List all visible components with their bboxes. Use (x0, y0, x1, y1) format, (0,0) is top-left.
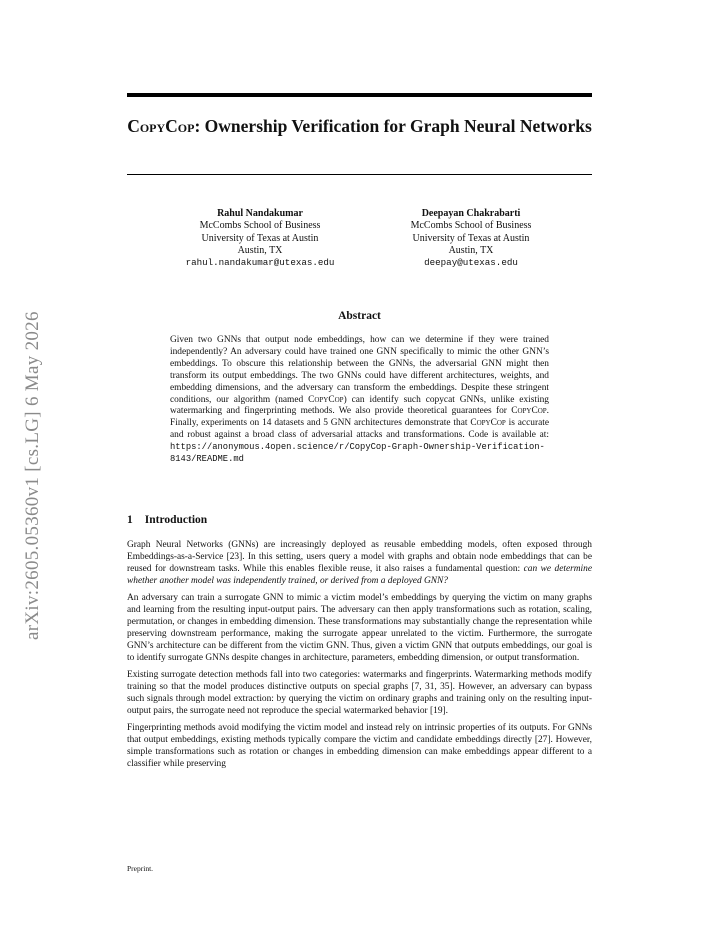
paragraph-2: An adversary can train a surrogate GNN to mimic a victim model’s embeddings by querying the victim on many graphs and learning from the resulting input-output pairs. The adversary can then apply transformations such as rotation, scaling, permutation, or changes in embedding dimension. These transformations may substantially change the representation while preserving downstream performance, making the surrogate appear unrelated to the victim. Furthermore, the surrogate GNN’s architecture can be different from the victim GNN. Thus, given a victim GNN that outputs embeddings, our goal is to identify surrogate GNNs despite changes in architecture, parameters, embedding dimension, or output transformation. (127, 593, 592, 663)
author-affiliation: McCombs School of Business (199, 220, 321, 232)
method-name: CopyCop (308, 394, 344, 405)
paragraph-text: Graph Neural Networks (GNNs) are increasingly deployed as reusable embedding models, often exposed through Embeddings-as-a-Service [23]. In this setting, users query a model with graphs and obtain node embeddings that can be reused for downstream tasks. While this enables flexible reuse, it also raises a fundamental question: (127, 540, 592, 574)
author-email[interactable]: deepay@utexas.edu (424, 257, 518, 269)
method-name: CopyCop (511, 406, 547, 417)
preprint-footer: Preprint. (127, 864, 154, 873)
author-university: University of Texas at Austin (412, 232, 530, 244)
abstract-segment: is accurate and robust against a broad class of adversarial attacks and transformations. Code is available at: (170, 418, 549, 441)
author-2 (378, 208, 564, 269)
author-name: Deepayan Chakrabarti (421, 208, 521, 219)
title-bottom-rule (127, 174, 592, 175)
abstract-segment: ) can identify such copycat GNNs, unlike existing watermarking and fingerprinting methods. We also provide theoretical guarantees for (170, 394, 549, 417)
section-title: Introduction (144, 514, 208, 526)
paragraph-4: Fingerprinting methods avoid modifying the victim model and instead rely on intrinsic properties of its outputs. For GNNs that output embeddings, existing methods typically compare the victim and candidate embeddings directly [27]. However, simple transformations such as rotation or changes in embedding dimension can make embeddings appear different to a classifier while preserving (127, 723, 592, 769)
abstract-segment: . Finally, experiments on 14 datasets and 5 GNN architectures demonstrate that (170, 406, 549, 429)
method-name: CopyCop (470, 418, 506, 429)
arxiv-stamp: arXiv:2605.05360v1 [cs.LG] 6 May 2026 (22, 311, 43, 640)
author-1 (170, 208, 350, 269)
author-affiliation: McCombs School of Business (410, 220, 532, 232)
research-question: can we determine whether another model was independently trained, or derived from a deployed GNN? (127, 563, 593, 586)
paragraph-1 (127, 540, 592, 588)
author-location: Austin, TX (448, 244, 494, 256)
title-rest: : Ownership Verification for Graph Neural Networks (194, 116, 592, 136)
code-url-link[interactable]: https://anonymous.4open.science/r/CopyCop-Graph-Ownership-Verification-8143/README.md (170, 442, 545, 465)
abstract-text (170, 335, 549, 466)
section-number: 1 (127, 514, 133, 526)
author-email[interactable]: rahul.nandakumar@utexas.edu (185, 257, 335, 269)
author-university: University of Texas at Austin (201, 232, 319, 244)
abstract-segment: Given two GNNs that output node embeddings, how can we determine if they were trained independently? An adversary could have trained one GNN specifically to mimic the other GNN’s embeddings. To obscure this relationship between the GNNs, the adversarial GNN might then transform its output embeddings. The two GNNs could have different architectures, weights, and embedding dimensions, and the adversary can transform the embeddings. Despite these stringent conditions, our algorithm (named (170, 335, 549, 405)
method-name: CopyCop (127, 116, 195, 136)
section-heading (127, 514, 207, 526)
title-top-rule (127, 93, 592, 97)
abstract-heading: Abstract (338, 310, 381, 322)
author-name: Rahul Nandakumar (217, 208, 303, 219)
introduction-body (127, 540, 592, 776)
paragraph-3: Existing surrogate detection methods fall into two categories: watermarks and fingerprints. Watermarking methods modify training so that the model produces distinctive outputs on special graphs [7, 31, 35]. However, an adversary can bypass such signals through model extraction: by querying the victim on ordinary graphs and training only on the resulting input-output pairs, the surrogate need not reproduce the special watermarked behavior [19]. (127, 670, 592, 716)
author-location: Austin, TX (237, 244, 283, 256)
paper-title (127, 115, 592, 138)
